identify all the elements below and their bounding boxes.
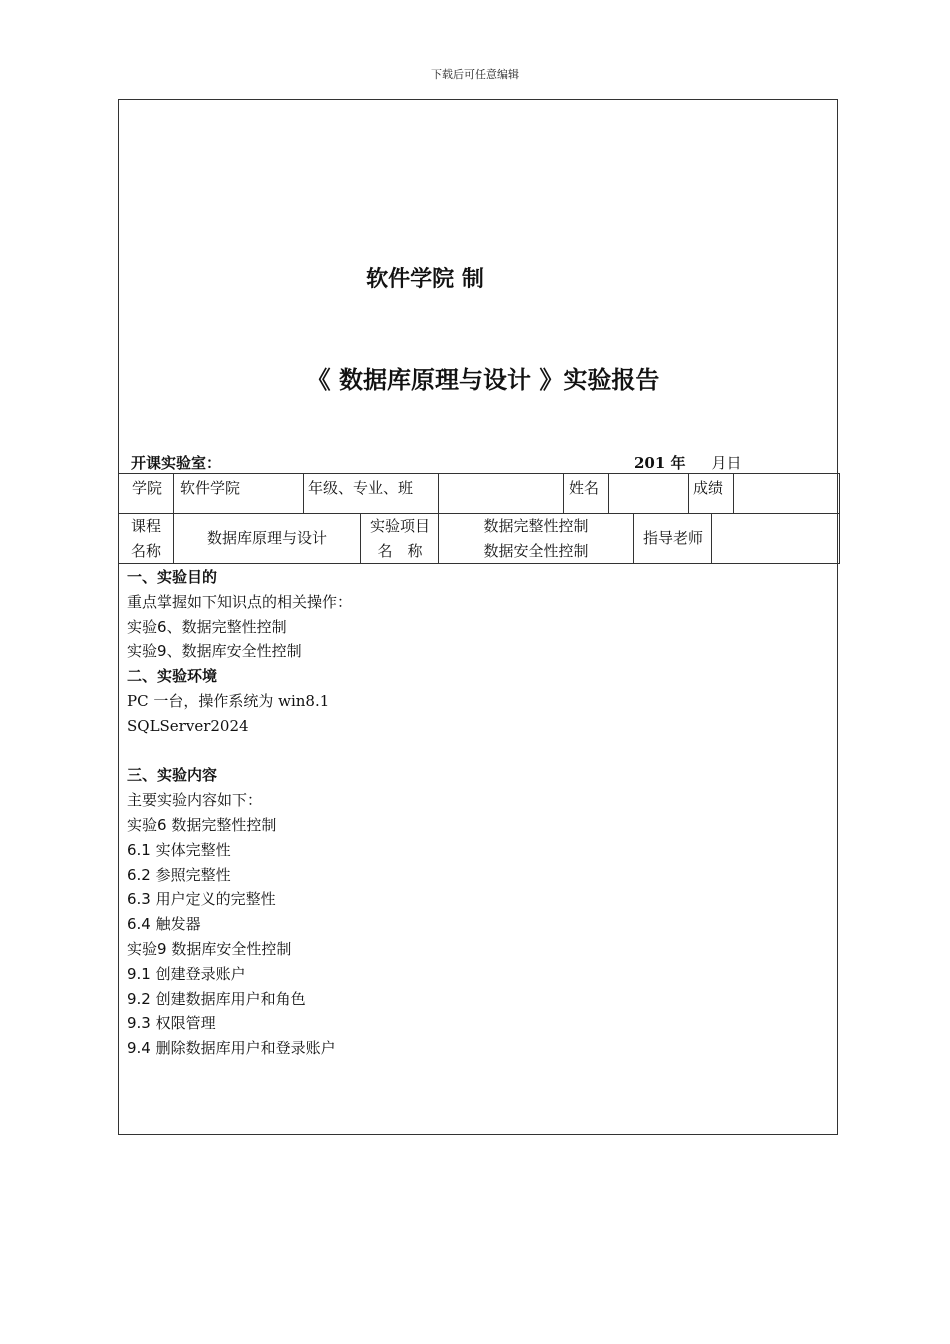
college-title: 软件学院 制 bbox=[366, 267, 484, 292]
environment-sql: SQLServer2024 bbox=[127, 716, 249, 735]
purpose-item-text: 、数据库安全性控制 bbox=[166, 642, 302, 661]
experiment-9-title bbox=[127, 937, 827, 962]
item-text: 用户定义的完整性 bbox=[150, 890, 276, 909]
header-note: 下载后可任意编辑 bbox=[431, 68, 519, 81]
list-item bbox=[127, 987, 827, 1012]
item-num: 6.2 bbox=[127, 865, 151, 884]
project-value bbox=[439, 514, 633, 564]
item-text: 实体完整性 bbox=[150, 840, 231, 859]
project-label-line1: 实验项目 bbox=[369, 517, 430, 535]
item-text: 参照完整性 bbox=[150, 865, 231, 884]
report-body bbox=[127, 565, 827, 1061]
purpose-item-text: 、数据完整性控制 bbox=[166, 617, 287, 636]
section-heading-content: 三、实验内容 bbox=[127, 766, 218, 785]
list-item bbox=[127, 1036, 827, 1061]
teacher-label: 指导老师 bbox=[642, 529, 703, 547]
experiment-text: 数据完整性控制 bbox=[166, 815, 277, 834]
experiment-6-title bbox=[127, 813, 827, 838]
item-text: 创建登录账户 bbox=[150, 964, 246, 983]
item-num: 9.2 bbox=[127, 989, 151, 1008]
college-label: 学院 bbox=[132, 479, 163, 497]
table-col-divider bbox=[303, 474, 304, 514]
environment-pc: PC 一台，操作系统为 win8.1 bbox=[127, 691, 330, 710]
section-heading-environment: 二、实验环境 bbox=[127, 667, 218, 686]
list-item bbox=[127, 1011, 827, 1036]
project-value-line1: 数据完整性控制 bbox=[483, 517, 589, 535]
project-value-line2: 数据安全性控制 bbox=[483, 542, 589, 560]
spacer bbox=[127, 739, 827, 764]
list-item bbox=[127, 863, 827, 888]
experiment-num: 6 bbox=[157, 815, 167, 834]
table-col-divider bbox=[563, 474, 564, 514]
course-label bbox=[118, 514, 174, 564]
course-label-line2: 名称 bbox=[130, 542, 161, 560]
item-text: 触发器 bbox=[150, 915, 201, 934]
purpose-item-prefix: 实验 bbox=[127, 617, 158, 636]
item-text: 权限管理 bbox=[150, 1014, 216, 1033]
date-month-day: 月日 bbox=[711, 454, 742, 472]
score-label: 成绩 bbox=[693, 479, 724, 497]
purpose-item-num: 6 bbox=[157, 617, 167, 636]
info-table bbox=[118, 473, 840, 564]
table-col-divider bbox=[733, 474, 734, 514]
course-value: 数据库原理与设计 bbox=[206, 529, 327, 547]
lab-label: 开课实验室： bbox=[131, 454, 222, 472]
purpose-item bbox=[127, 639, 827, 664]
table-right-border bbox=[839, 474, 840, 564]
item-num: 6.3 bbox=[127, 890, 151, 909]
report-title: 《 数据库原理与设计 》实验报告 bbox=[306, 366, 660, 394]
purpose-item-prefix: 实验 bbox=[127, 642, 158, 661]
item-num: 6.1 bbox=[127, 840, 151, 859]
table-col-divider bbox=[688, 474, 689, 514]
date-year: 201 年 bbox=[634, 454, 686, 472]
purpose-item bbox=[127, 615, 827, 640]
list-item bbox=[127, 838, 827, 863]
project-label bbox=[361, 514, 439, 564]
item-num: 9.3 bbox=[127, 1014, 151, 1033]
experiment-text: 数据库安全性控制 bbox=[166, 939, 292, 958]
name-label: 姓名 bbox=[569, 479, 600, 497]
list-item bbox=[127, 912, 827, 937]
grade-label: 年级、专业、班 bbox=[308, 479, 414, 497]
table-col-divider bbox=[608, 474, 609, 514]
list-item bbox=[127, 887, 827, 912]
item-num: 9.4 bbox=[127, 1039, 151, 1058]
item-text: 创建数据库用户和角色 bbox=[150, 989, 306, 1008]
item-num: 9.1 bbox=[127, 964, 151, 983]
experiment-prefix: 实验 bbox=[127, 939, 158, 958]
course-label-line1: 课程 bbox=[130, 517, 161, 535]
college-value: 软件学院 bbox=[180, 479, 241, 497]
experiment-prefix: 实验 bbox=[127, 815, 158, 834]
content-intro: 主要实验内容如下： bbox=[127, 791, 263, 810]
list-item bbox=[127, 962, 827, 987]
item-text: 删除数据库用户和登录账户 bbox=[150, 1039, 336, 1058]
section-heading-purpose: 一、实验目的 bbox=[127, 568, 218, 586]
purpose-intro: 重点掌握如下知识点的相关操作： bbox=[127, 592, 353, 611]
experiment-num: 9 bbox=[157, 939, 167, 958]
project-label-line2: 名 称 bbox=[377, 542, 423, 560]
table-col-divider bbox=[438, 474, 439, 514]
item-num: 6.4 bbox=[127, 915, 151, 934]
purpose-item-num: 9 bbox=[157, 642, 167, 661]
report-date bbox=[634, 452, 742, 473]
